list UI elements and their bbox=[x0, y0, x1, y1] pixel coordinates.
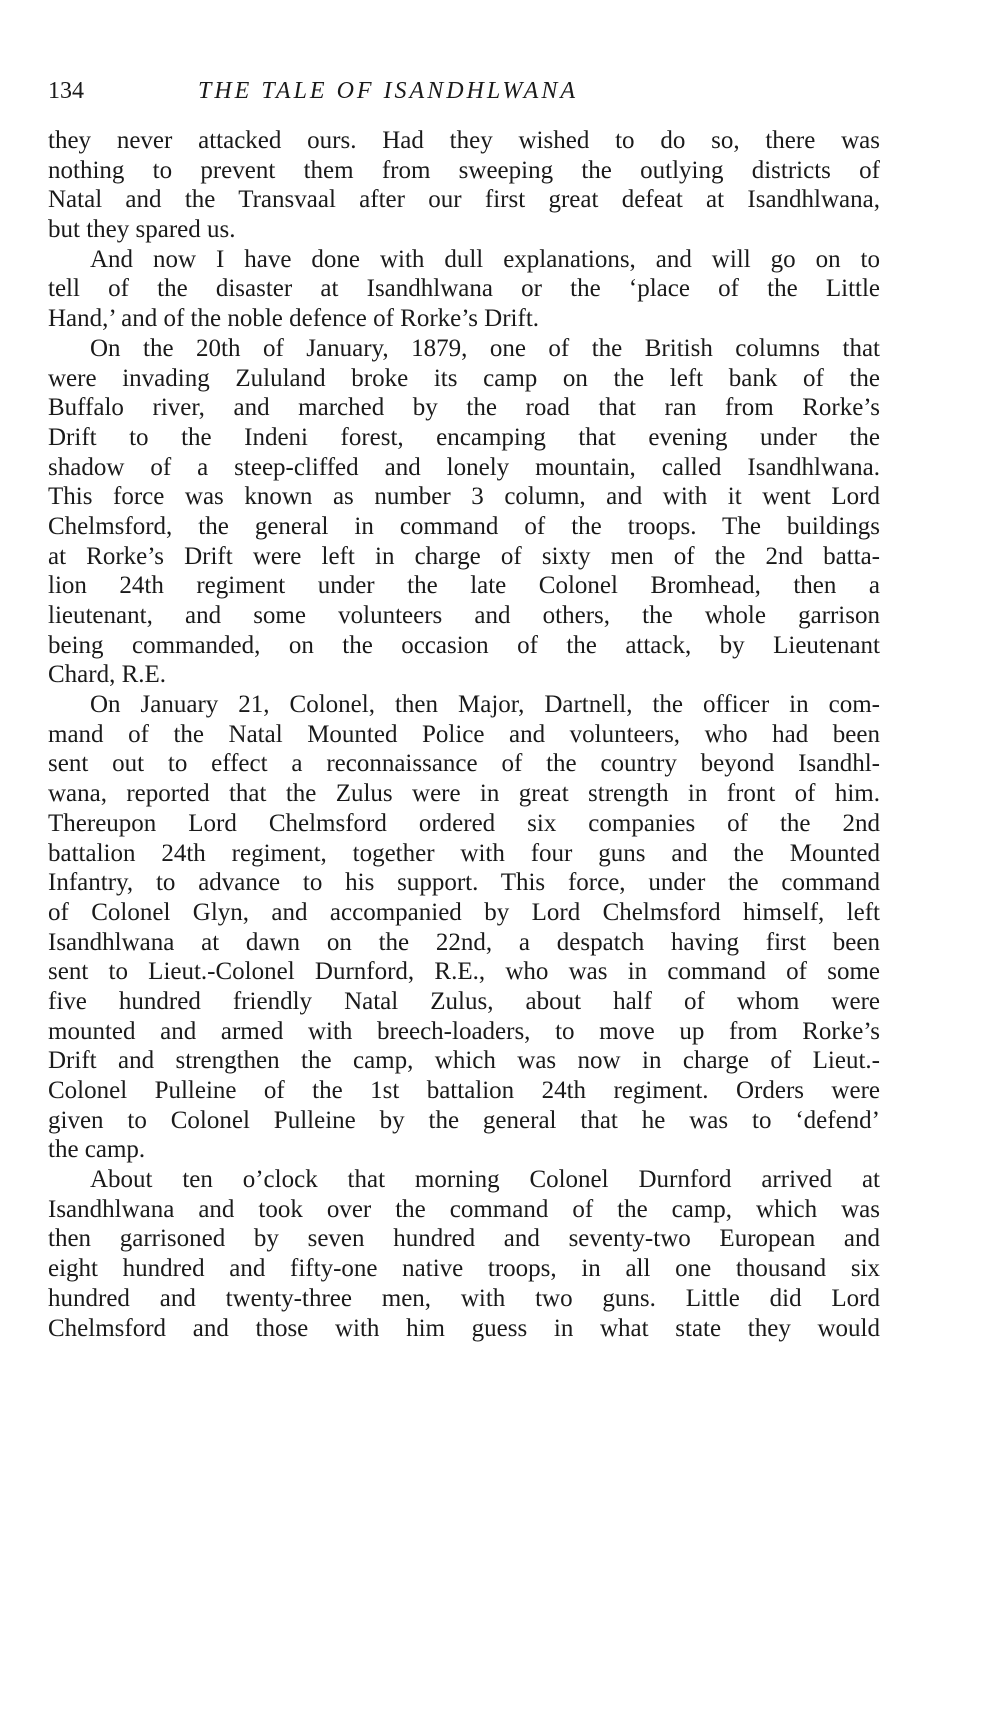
running-title: THE TALE OF ISANDHLWANA bbox=[198, 78, 578, 104]
paragraph bbox=[48, 245, 880, 334]
text-line: mounted and armed with breech-loaders, to move up from Rorke’s bbox=[48, 1017, 880, 1045]
paragraph bbox=[48, 1165, 880, 1343]
text-line: Colonel Pulleine of the 1st battalion 24th regiment. Orders were bbox=[48, 1077, 880, 1104]
text-line: hundred and twenty-three men, with two guns. Little did Lord bbox=[48, 1284, 880, 1312]
text-line: eight hundred and fifty-one native troops, in all one thousand six bbox=[48, 1255, 880, 1283]
text-line: Chelmsford and those with him guess in what state they would bbox=[48, 1314, 880, 1342]
text-line: battalion 24th regiment, together with four guns and the Mounted bbox=[48, 839, 880, 867]
text-line: Drift and strengthen the camp, which was now in charge of Lieut.- bbox=[48, 1047, 880, 1075]
text-line: nothing to prevent them from sweeping the outlying districts of bbox=[48, 156, 880, 184]
text-line: Infantry, to advance to his support. This force, under the command bbox=[48, 869, 880, 897]
text-line: tell of the disaster at Isandhlwana or the ‘place of the Little bbox=[48, 275, 880, 303]
text-line: but they spared us. bbox=[48, 216, 236, 244]
text-line: sent out to effect a reconnaissance of the country beyond Isandhl- bbox=[48, 750, 880, 778]
text-line: And now I have done with dull explanations, and will go on to bbox=[90, 245, 880, 273]
text-line: Natal and the Transvaal after our first great defeat at Isandhlwana, bbox=[48, 186, 880, 214]
text-line: they never attacked ours. Had they wished to do so, there was bbox=[48, 127, 880, 154]
text-line: Isandhlwana and took over the command of the camp, which was bbox=[48, 1195, 880, 1223]
text-line: On January 21, Colonel, then Major, Dartnell, the officer in com- bbox=[90, 691, 880, 719]
text-line: were invading Zululand broke its camp on the left bank of the bbox=[48, 364, 880, 392]
paragraph bbox=[48, 126, 880, 245]
running-header bbox=[48, 78, 880, 112]
text-line: at Rorke’s Drift were left in charge of sixty men of the 2nd batta- bbox=[48, 542, 880, 570]
text-line: Chard, R.E. bbox=[48, 661, 167, 689]
text-line: of Colonel Glyn, and accompanied by Lord Chelmsford himself, left bbox=[48, 898, 880, 926]
paragraph bbox=[48, 690, 880, 1165]
text-line: Hand,’ and of the noble defence of Rorke’s Drift. bbox=[48, 305, 540, 333]
text-line: wana, reported that the Zulus were in great strength in front of him. bbox=[48, 780, 880, 808]
text-line: Thereupon Lord Chelmsford ordered six companies of the 2nd bbox=[48, 809, 880, 837]
text-line: Chelmsford, the general in command of the troops. The buildings bbox=[48, 512, 880, 540]
text-line: then garrisoned by seven hundred and seventy-two European and bbox=[48, 1225, 880, 1253]
body-text bbox=[48, 126, 880, 1343]
text-line: being commanded, on the occasion of the attack, by Lieutenant bbox=[48, 631, 880, 659]
text-line: five hundred friendly Natal Zulus, about half of whom were bbox=[48, 987, 880, 1015]
text-line: sent to Lieut.-Colonel Durnford, R.E., who was in command of some bbox=[48, 958, 880, 986]
text-line: lieutenant, and some volunteers and others, the whole garrison bbox=[48, 602, 880, 629]
text-line: This force was known as number 3 column, and with it went Lord bbox=[48, 483, 880, 511]
text-line: Isandhlwana at dawn on the 22nd, a despatch having first been bbox=[48, 928, 880, 956]
text-line: shadow of a steep-cliffed and lonely mountain, called Isandhlwana. bbox=[48, 453, 880, 481]
text-line: On the 20th of January, 1879, one of the British columns that bbox=[90, 334, 880, 362]
text-line: About ten o’clock that morning Colonel Durnford arrived at bbox=[90, 1166, 880, 1194]
text-line: the camp. bbox=[48, 1136, 146, 1164]
text-line: mand of the Natal Mounted Police and volunteers, who had been bbox=[48, 720, 880, 748]
text-line: Buffalo river, and marched by the road that ran from Rorke’s bbox=[48, 394, 880, 422]
paragraph bbox=[48, 334, 880, 690]
text-line: Drift to the Indeni forest, encamping that evening under the bbox=[48, 423, 880, 451]
page-number: 134 bbox=[48, 78, 84, 104]
text-line: given to Colonel Pulleine by the general that he was to ‘defend’ bbox=[48, 1106, 880, 1134]
text-line: lion 24th regiment under the late Colonel Bromhead, then a bbox=[48, 572, 880, 600]
